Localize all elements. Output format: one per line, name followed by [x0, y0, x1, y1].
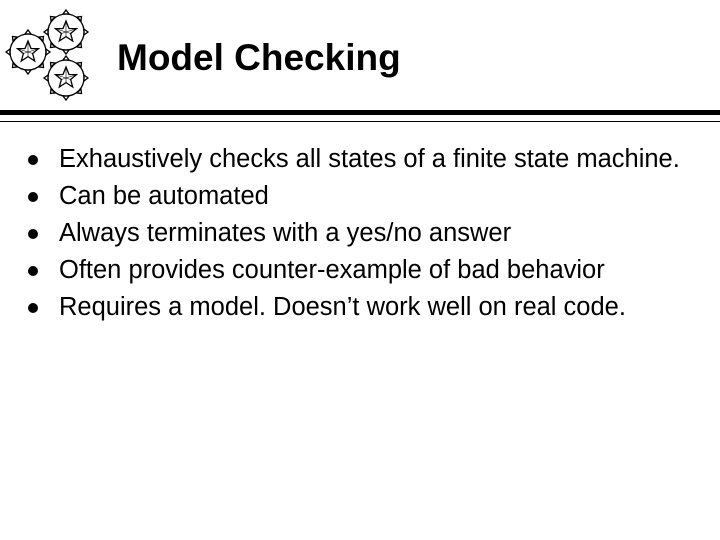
bullet-item — [28, 292, 708, 323]
slide-title: Model Checking — [117, 37, 401, 78]
bullet-item — [28, 181, 708, 212]
bullet-text: Always terminates with a yes/no answer — [59, 219, 512, 247]
bullet-dot-icon — [28, 155, 38, 165]
bullet-dot-icon — [28, 229, 38, 239]
bullet-text: Often provides counter-example of bad behavior — [59, 256, 605, 284]
title-divider-thin — [0, 121, 720, 122]
bullet-text: Can be automated — [59, 182, 269, 210]
title-divider — [0, 110, 720, 123]
bullet-list — [28, 144, 708, 329]
bullet-item — [28, 255, 708, 286]
bullet-item — [28, 144, 708, 175]
gears-icon — [2, 6, 98, 102]
bullet-dot-icon — [28, 303, 38, 313]
bullet-text: Requires a model. Doesn’t work well on real code. — [59, 293, 626, 321]
bullet-dot-icon — [28, 266, 38, 276]
title-divider-thick — [0, 110, 720, 115]
bullet-text: Exhaustively checks all states of a finite state machine. — [59, 145, 680, 173]
bullet-dot-icon — [28, 192, 38, 202]
bullet-item — [28, 218, 708, 249]
